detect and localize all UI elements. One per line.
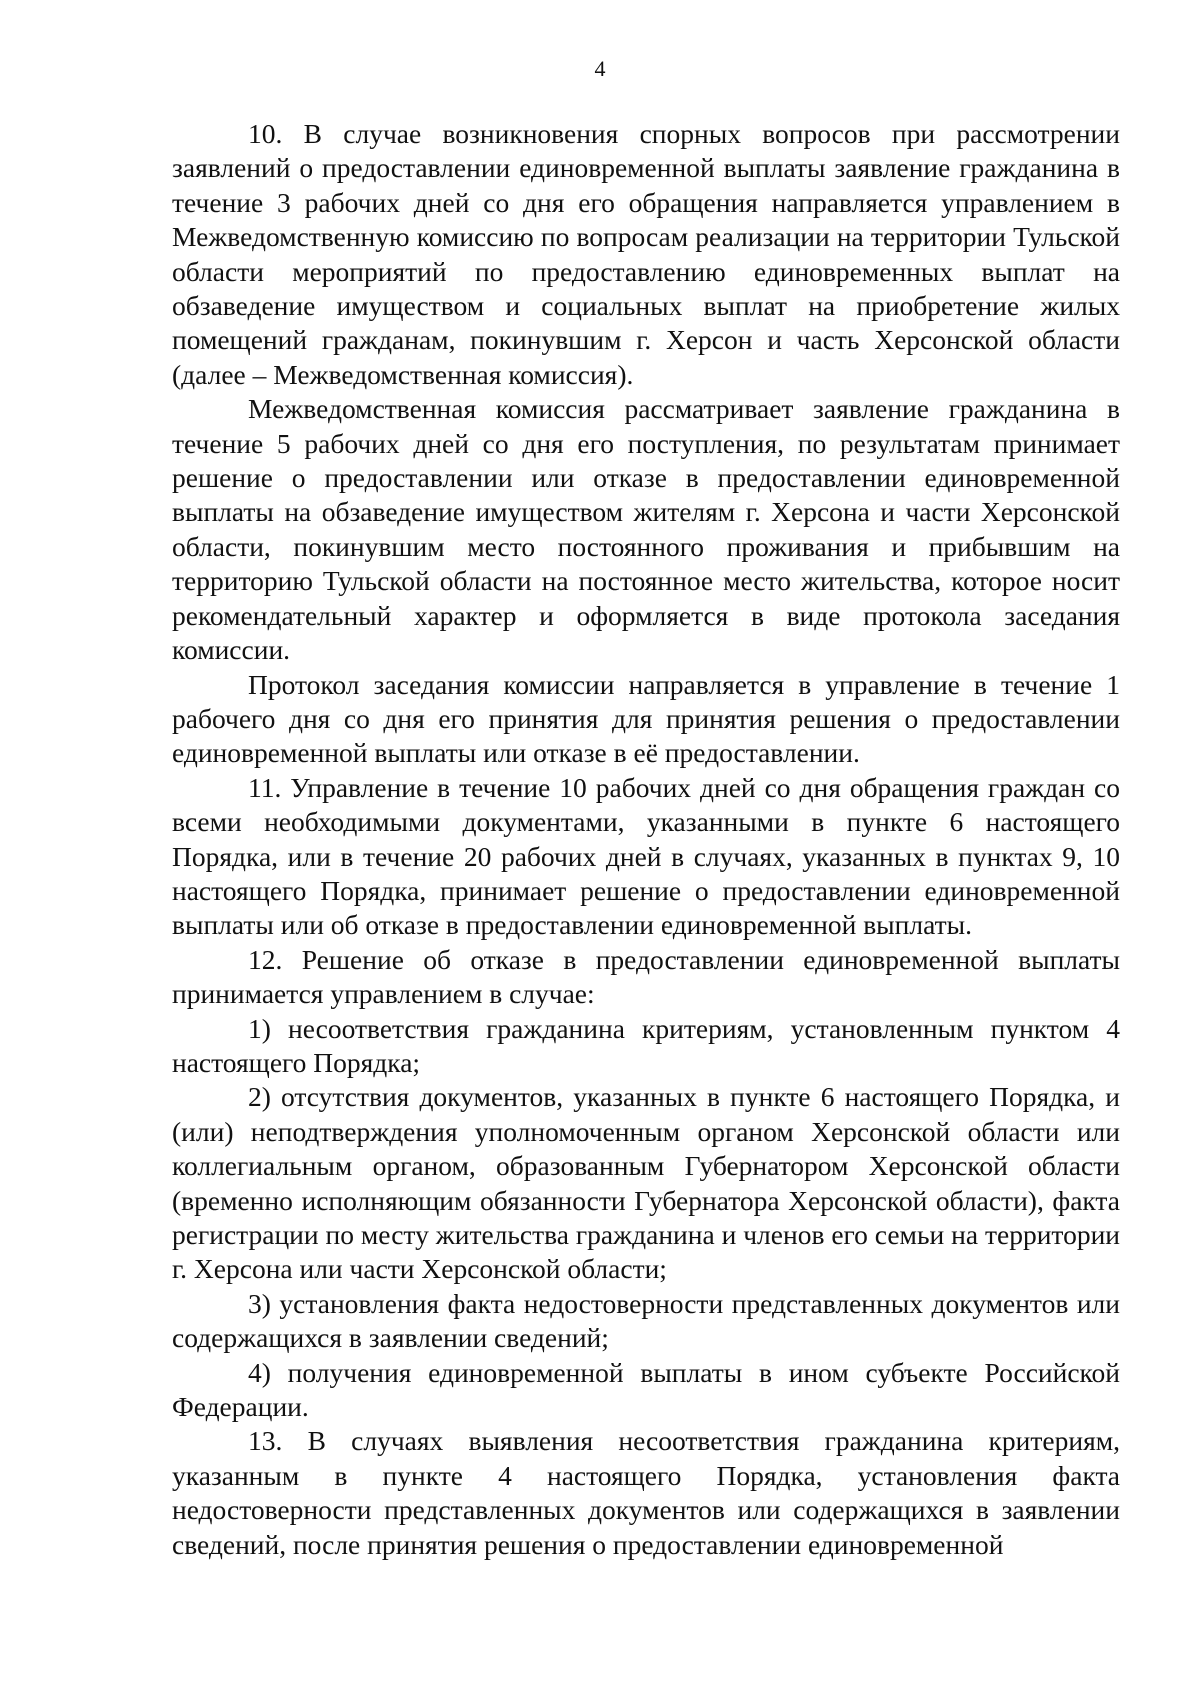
paragraph-13: 13. В случаях выявления несоответствия гражданина критериям, указанным в пункте 4 настоящего Порядка, установления факта недостоверности представленных документов или содержащихся в заявлении сведений, после принятия решения о предоставлении единовременной: [172, 1425, 1120, 1560]
list-item-4: 4) получения единовременной выплаты в ином субъекте Российской Федерации.: [172, 1356, 1120, 1423]
paragraph-protocol: Протокол заседания комиссии направляется в управление в течение 1 рабочего дня со дня его принятия для принятия решения о предоставлении единовременной выплаты или отказе в её предоставлении.: [172, 668, 1120, 769]
list-item-1: 1) несоответствия гражданина критериям, установленным пунктом 4 настоящего Порядка;: [172, 1012, 1120, 1078]
list-item-2: 2) отсутствия документов, указанных в пункте 6 настоящего Порядка, и (или) неподтверждения уполномоченным органом Херсонской области или коллегиальным органом, образованным Губернатором Херсонской области (временно исполняющим обязанности Губернатора Херсонской области), факта регистрации по месту жительства гражданина и членов его семьи на территории г. Херсона или части Херсонской области;: [172, 1081, 1120, 1285]
document-body: [172, 117, 1120, 1562]
paragraph-10: 10. В случае возникновения спорных вопросов при рассмотрении заявлений о предоставлении единовременной выплаты заявление гражданина в течение 3 рабочих дней со дня его обращения направляется управлением в Межведомственную комиссию по вопросам реализации на территории Тульской области мероприятий по предоставлению единовременных выплат на обзаведение имуществом и социальных выплат на приобретение жилых помещений гражданам, покинувшим г. Херсон и часть Херсонской области (далее – Межведомственная комиссия).: [172, 118, 1120, 390]
list-item-3: 3) установления факта недостоверности представленных документов или содержащихся в заявлении сведений;: [172, 1287, 1120, 1354]
paragraph-11: 11. Управление в течение 10 рабочих дней со дня обращения граждан со всеми необходимыми документами, указанными в пункте 6 настоящего Порядка, или в течение 20 рабочих дней в случаях, указанных в пунктах 9, 10 настоящего Порядка, принимает решение о предоставлении единовременной выплаты или об отказе в предоставлении единовременной выплаты.: [172, 771, 1120, 941]
page-number: 4: [594, 56, 606, 81]
paragraph-12: 12. Решение об отказе в предоставлении единовременной выплаты принимается управлением в случае:: [172, 943, 1120, 1010]
paragraph-commission-review: Межведомственная комиссия рассматривает заявление гражданина в течение 5 рабочих дней со дня его поступления, по результатам принимает решение о предоставлении или отказе в предоставлении единовременной выплаты на обзаведение имуществом жителям г. Херсона и части Херсонской области, покинувшим место постоянного проживания и прибывшим на территорию Тульской области на постоянное место жительства, которое носит рекомендательный характер и оформляется в виде протокола заседания комиссии.: [172, 393, 1120, 666]
